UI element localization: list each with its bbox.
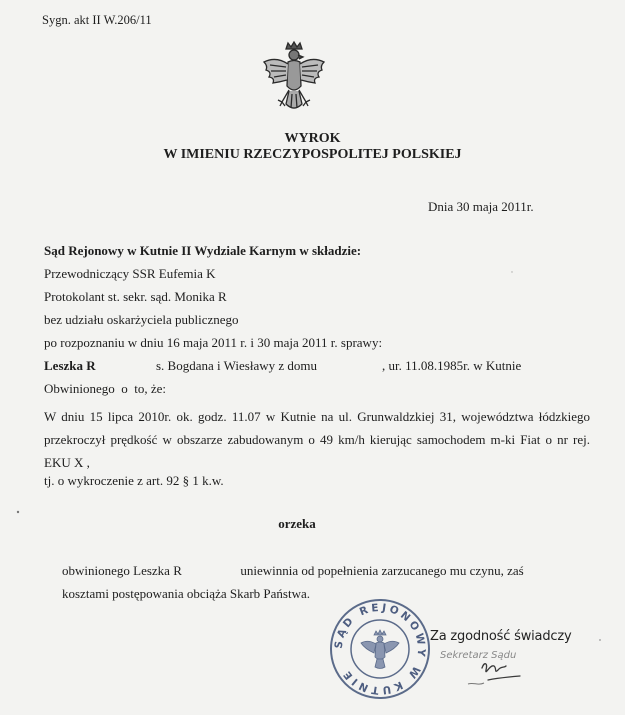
defendant-details: s. Bogdana i Wiesławy z domu , ur. 11.08.1985r. w Kutnie (156, 358, 522, 373)
charged-label: Obwinionego o to, że: (44, 381, 167, 396)
verdict-text: obwinionego Leszka R uniewinnia od popełnienia zarzucanego mu czynu, zaś (62, 563, 524, 578)
stamp-text: SĄD REJONOWY W KUTNIE (332, 601, 428, 697)
court-clerk: Protokolant st. sekr. sąd. Monika R (44, 289, 227, 304)
case-reference: Sygn. akt II W.206/11 (42, 13, 152, 27)
ruling-heading: orzeka (278, 516, 316, 531)
handwritten-signature-icon (448, 644, 528, 694)
judgment-date: Dnia 30 maja 2011r. (428, 199, 534, 214)
presiding-judge: Przewodniczący SSR Eufemia K (44, 266, 216, 281)
defendant-name: Leszka R (44, 358, 96, 373)
offence-reference: tj. o wykroczenie z art. 92 § 1 k.w. (44, 473, 224, 488)
hearing-dates: po rozpoznaniu w dniu 16 maja 2011 r. i 30 maja 2011 r. sprawy: (44, 335, 383, 350)
costs-text: kosztami postępowania obciąża Skarb Państwa. (62, 586, 311, 601)
judgment-title: WYROK (284, 131, 341, 146)
judgment-subtitle: W IMIENIU RZECZYPOSPOLITEJ POLSKIEJ (163, 147, 462, 162)
court-stamp-icon (328, 597, 432, 701)
certification-sub: Sekretarz Sądu (440, 650, 517, 661)
polish-eagle-icon (258, 40, 330, 120)
prosecutor-note: bez udziału oskarżyciela publicznego (44, 312, 239, 327)
certification-label: Za zgodność świadczy (430, 629, 572, 644)
court-composition: Sąd Rejonowy w Kutnie II Wydziale Karnym w składzie: (44, 243, 362, 258)
charge-paragraph: W dniu 15 lipca 2010r. ok. godz. 11.07 w Kutnie na ul. Grunwaldzkiej 31, województwa łódzkiego przekroczył prędkość w obszarze zabudowanym o 49 km/h kierując samochodem m-ki Fiat o nr rej. EKU X , (44, 409, 590, 470)
